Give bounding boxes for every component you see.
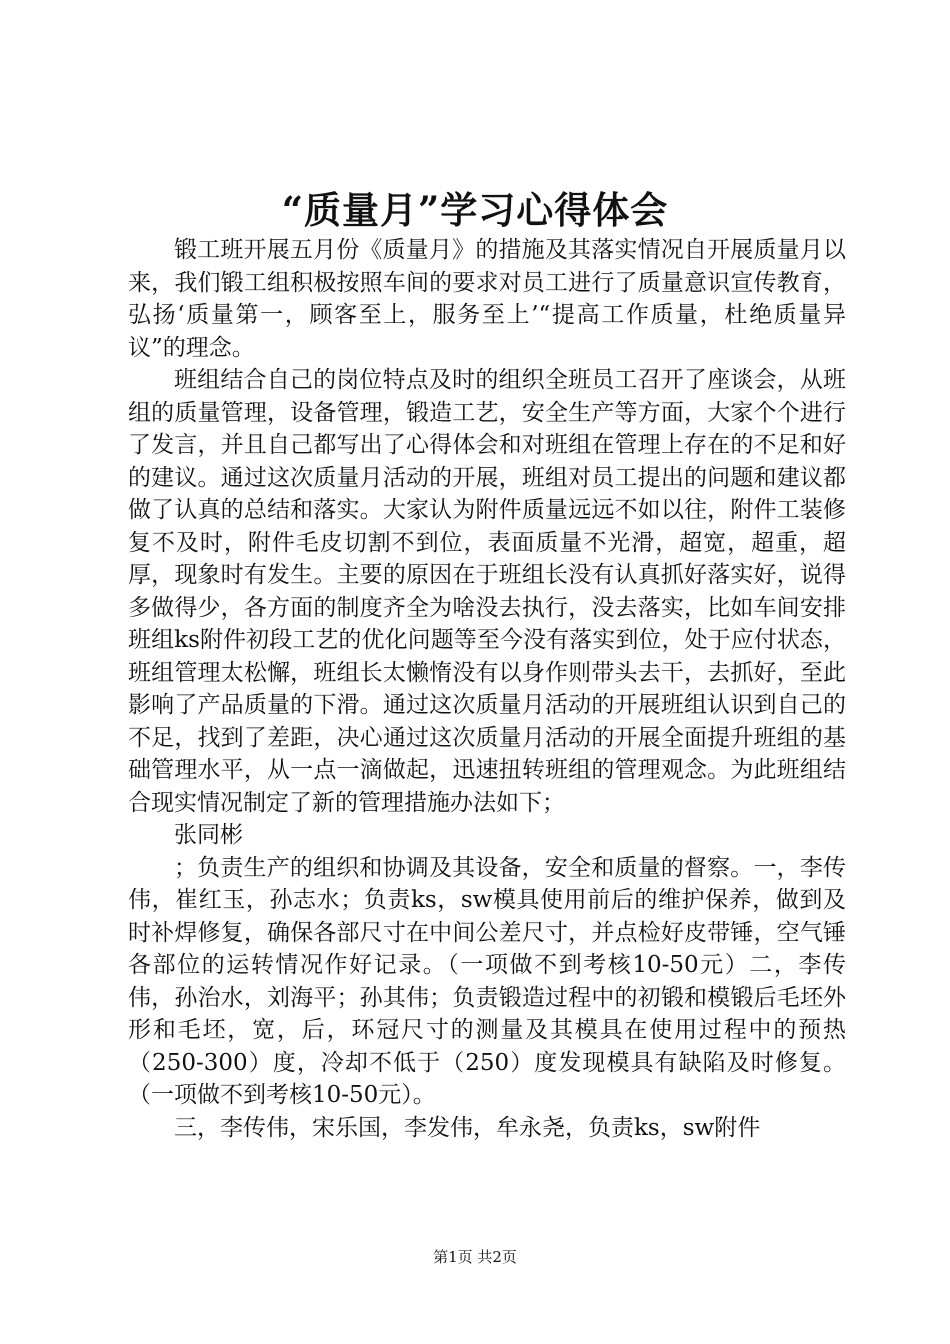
paragraph-intro: 锻工班开展五月份《质量月》的措施及其落实情况自开展质量月以来，我们锻工组积极按照车间的要求对员工进行了质量意识宣传教育，弘扬‘质量第一，顾客至上，服务至上’“提高工作质量，杜绝质量异议”的理念。 xyxy=(128,237,846,361)
page-footer: 第1页 共2页 xyxy=(433,1248,517,1266)
paragraph-name: 张同彬 xyxy=(174,822,243,848)
paragraph-item-three: 三，李传伟，宋乐国，李发伟，牟永尧，负责ks，sw附件 xyxy=(174,1114,761,1141)
document-title: “质量月”学习心得体会 xyxy=(281,188,669,232)
paragraph-duties: ；负责生产的组织和协调及其设备，安全和质量的督察。一，李传伟，崔红玉，孙志水；负责ks，sw模具使用前后的维护保养，做到及时补焊修复，确保各部尺寸在中间公差尺寸，并点检好皮带锤，空气锤各部位的运转情况作好记录。（一项做不到考核10-50元）二，李传伟，孙治水，刘海平；孙其伟；负责锻造过程中的初锻和模锻后毛坯外形和毛坯，宽，后，环冠尺寸的测量及其模具在使用过程中的预热（250-300）度，冷却不低于（250）度发现模具有缺陷及时修复。（一项做不到考核10-50元）。 xyxy=(128,854,846,1108)
paragraph-discussion: 班组结合自己的岗位特点及时的组织全班员工召开了座谈会，从班组的质量管理，设备管理，锻造工艺，安全生产等方面，大家个个进行了发言，并且自己都写出了心得体会和对班组在管理上存在的不足和好的建议。通过这次质量月活动的开展，班组对员工提出的问题和建议都做了认真的总结和落实。大家认为附件质量远远不如以往，附件工装修复不及时，附件毛皮切割不到位，表面质量不光滑，超宽，超重，超厚，现象时有发生。主要的原因在于班组长没有认真抓好落实好，说得多做得少，各方面的制度齐全为啥没去执行，没去落实，比如车间安排班组ks附件初段工艺的优化问题等至今没有落实到位，处于应付状态，班组管理太松懈，班组长太懒惰没有以身作则带头去干，去抓好，至此影响了产品质量的下滑。通过这次质量月活动的开展班组认识到自己的不足，找到了差距，决心通过这次质量月活动的开展全面提升班组的基础管理水平，从一点一滴做起，迅速扭转班组的管理观念。为此班组结合现实情况制定了新的管理措施办法如下； xyxy=(128,367,846,816)
document-body xyxy=(128,234,846,1144)
